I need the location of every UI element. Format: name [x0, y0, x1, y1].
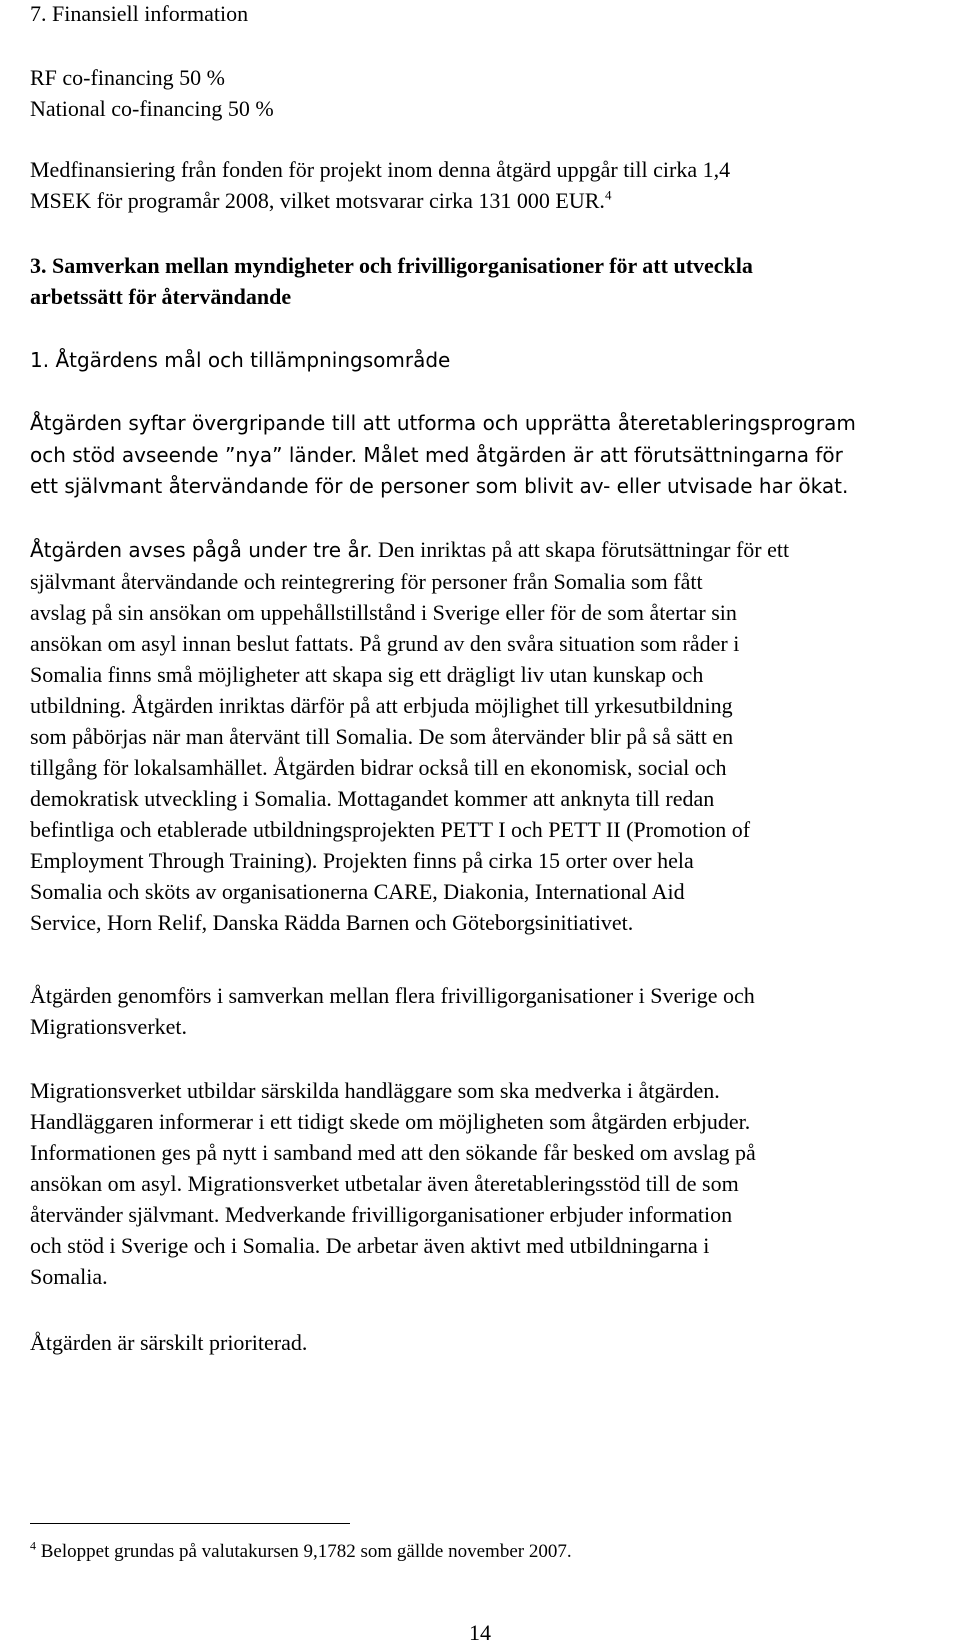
text-line: Employment Through Training). Projekten finns på cirka 15 orter over hela [30, 848, 694, 873]
text-line: återvänder självmant. Medverkande frivilligorganisationer erbjuder information [30, 1202, 733, 1227]
section-7 [30, 0, 935, 29]
text-line: Handläggaren informerar i ett tidigt skede om möjligheten som åtgärden erbjuder. [30, 1109, 751, 1134]
paragraph-procedure [30, 1075, 935, 1292]
text-line: och stöd i Sverige och i Somalia. De arbetar även aktivt med utbildningarna i [30, 1233, 710, 1258]
footnote-separator [30, 1523, 350, 1524]
text-line: Åtgärden är särskilt prioriterad. [30, 1330, 308, 1355]
funding-paragraph [30, 154, 935, 216]
footnote-marker: 4 [30, 1538, 36, 1553]
footnote-reference[interactable]: 4 [604, 187, 612, 203]
paragraph-duration [30, 534, 935, 938]
text-line: Åtgärden genomförs i samverkan mellan flera frivilligorganisationer i Sverige och [30, 983, 755, 1008]
text-line: Service, Horn Relif, Danska Rädda Barnen och Göteborgsinitiativet. [30, 910, 634, 935]
heading-line: arbetssätt för återvändande [30, 284, 292, 309]
footnote-text: Beloppet grundas på valutakursen 9,1782 som gällde november 2007. [36, 1541, 572, 1562]
text-line: demokratisk utveckling i Somalia. Mottagandet kommer att anknyta till redan [30, 786, 715, 811]
text-line: och stöd avseende ”nya” länder. Målet med åtgärden är att förutsättningarna för [30, 443, 843, 467]
text-line: Åtgärden syftar övergripande till att utforma och upprätta återetableringsprogram [30, 411, 856, 435]
paragraph-priority [30, 1327, 935, 1358]
footnote [30, 1540, 572, 1564]
text-line: Somalia. [30, 1264, 108, 1289]
text-line: befintliga och etablerade utbildningsprojekten PETT I och PETT II (Promotion of [30, 817, 751, 842]
section-heading: 7. Finansiell information [30, 1, 249, 26]
text-line: ett självmant återvändande för de personer som blivit av- eller utvisade har ökat. [30, 474, 849, 498]
subsection-1-heading [30, 345, 935, 376]
section-3-heading [30, 250, 935, 312]
text-line: tillgång för lokalsamhället. Åtgärden bidrar också till en ekonomisk, social och [30, 755, 727, 780]
text-line: Migrationsverket utbildar särskilda handläggare som ska medverka i åtgärden. [30, 1078, 720, 1103]
text-line: Åtgärden avses pågå under tre år. Den inriktas på att skapa förutsättningar för ett [30, 537, 790, 562]
paragraph-cooperation [30, 980, 935, 1042]
page-number: 14 [469, 1620, 491, 1645]
text-line: självmant återvändande och reintegrering för personer från Somalia som fått [30, 569, 703, 594]
text-line: ansökan om asyl. Migrationsverket utbetalar även återetableringsstöd till de som [30, 1171, 739, 1196]
text-line: Migrationsverket. [30, 1014, 188, 1039]
heading-line: 1. Åtgärdens mål och tillämpningsområde [30, 348, 451, 372]
text-line: som påbörjas när man återvänt till Somalia. De som återvänder blir på så sätt en [30, 724, 734, 749]
paragraph-purpose [30, 408, 935, 502]
text-line: MSEK för programår 2008, vilket motsvarar cirka 131 000 EUR.$^4$ [30, 187, 612, 213]
text-line: Somalia finns små möjligheter att skapa sig ett drägligt liv utan kunskap och [30, 662, 704, 687]
text-line: Medfinansiering från fonden för projekt inom denna åtgärd uppgår till cirka 1,4 [30, 157, 731, 182]
text-line: ansökan om asyl innan beslut fattats. På grund av den svåra situation som råder i [30, 631, 740, 656]
text-line: utbildning. Åtgärden inriktas därför på att erbjuda möjlighet till yrkesutbildning [30, 693, 733, 718]
text-line: avslag på sin ansökan om uppehållstillstånd i Sverige eller för de som återtar sin [30, 600, 737, 625]
cofinancing-list [30, 62, 935, 124]
heading-line: 3. Samverkan mellan myndigheter och frivilligorganisationer för att utveckla [30, 253, 753, 278]
text-line: Informationen ges på nytt i samband med att den sökande får besked om avslag på [30, 1140, 756, 1165]
text-line: Somalia och sköts av organisationerna CARE, Diakonia, International Aid [30, 879, 685, 904]
cofinancing-national: National co-financing 50 % [30, 96, 274, 121]
cofinancing-rf: RF co-financing 50 % [30, 65, 225, 90]
